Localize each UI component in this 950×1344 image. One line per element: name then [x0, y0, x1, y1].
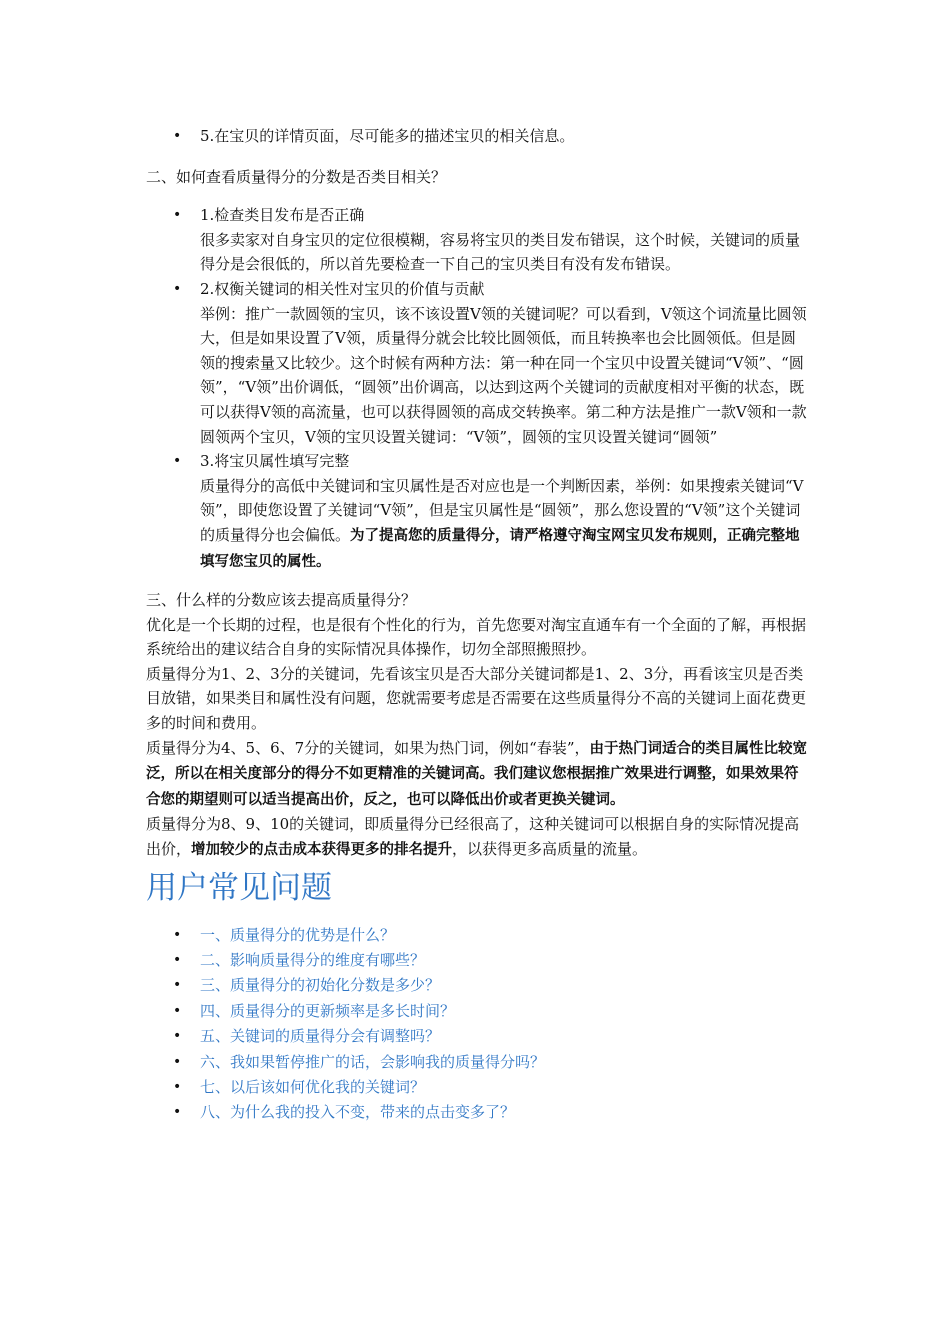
section3-paragraph-1: 优化是一个长期的过程，也是很有个性化的行为，首先您要对淘宝直通车有一个全面的了解，再根据系统给出的建议结合自身的实际情况具体操作，切勿全部照搬照抄。 — [146, 615, 807, 659]
faq-link[interactable]: • 五、关键词的质量得分会有调整吗？ — [146, 1024, 810, 1049]
faq-link[interactable]: • 一、质量得分的优势是什么？ — [146, 923, 810, 948]
item-text: 5.在宝贝的详情页面，尽可能多的描述宝贝的相关信息。 — [200, 127, 575, 145]
list-item — [146, 203, 810, 277]
section2-heading: 二、如何查看质量得分的分数是否类目相关？ — [146, 167, 447, 186]
item-body — [200, 474, 810, 574]
section3-paragraph-3 — [146, 736, 810, 813]
faq-link[interactable]: • 四、质量得分的更新频率是多长时间？ — [146, 999, 810, 1024]
paragraph-text-end: ，以获得更多高质量的流量。 — [452, 840, 648, 859]
section1-tail-list — [146, 124, 810, 149]
item-title: • 1.检查类目发布是否正确 — [200, 206, 365, 225]
document-page — [146, 124, 810, 1126]
list-item — [146, 124, 810, 149]
faq-link[interactable]: • 六、我如果暂停推广的话，会影响我的质量得分吗？ — [146, 1050, 810, 1075]
faq-link[interactable]: • 三、质量得分的初始化分数是多少？ — [146, 973, 810, 998]
paragraph-bold-text: 增加较少的点击成本获得更多的排名提升 — [191, 842, 453, 859]
item-body: 举例：推广一款圆领的宝贝，该不该设置V领的关键词呢？可以看到，V领这个词流量比圆领大，但是如果设置了V领，质量得分就会比较比圆领低，而且转换率也会比圆领低。但是圆领的搜索量又比较少。这个时候有两种方法：第一种在同一个宝贝中设置关键词“V领”、“圆领”，“V领”出价调低，“圆领”出价调高，以达到这两个关键词的贡献度相对平衡的状态，既可以获得V领的高流量，也可以获得圆领的高成交转换率。第二种方法是推广一款V领和一款圆领两个宝贝，V领的宝贝设置关键词：“V领”，圆领的宝贝设置关键词“圆领” — [200, 304, 807, 446]
list-item — [146, 277, 810, 449]
list-item — [146, 449, 810, 574]
item-title: • 3.将宝贝属性填写完整 — [200, 452, 350, 471]
faq-title: 用户常见问题 — [146, 869, 332, 906]
faq-link[interactable]: • 八、为什么我的投入不变，带来的点击变多了？ — [146, 1100, 810, 1125]
body-bold-text: 为了提高您的质量得分，请严格遵守淘宝网宝贝发布规则，正确完整地填写您宝贝的属性。 — [200, 527, 800, 570]
paragraph-text: 质量得分为4、5、6、7分的关键词，如果为热门词，例如“春装”， — [146, 738, 590, 757]
faq-link[interactable]: • 七、以后该如何优化我的关键词？ — [146, 1075, 810, 1100]
section3-paragraph-4 — [146, 812, 810, 862]
paragraph-text: 质量得分为8、9、10的关键词，即质量得分已经很高了，这种关键词可以根据自身的实际情况提高出价， — [146, 815, 800, 859]
faq-link[interactable]: • 二、影响质量得分的维度有哪些？ — [146, 948, 810, 973]
item-title: • 2.权衡关键词的相关性对宝贝的价值与贡献 — [200, 279, 485, 298]
body-text: 质量得分的高低中关键词和宝贝属性是否对应也是一个判断因素，举例：如果搜索关键词“V领”，即使您设置了关键词“V领”，但是宝贝属性是“圆领”，那么您设置的“V领”这个关键词的质量得分也会偏低。 — [200, 476, 804, 544]
item-body: 很多卖家对自身宝贝的定位很模糊，容易将宝贝的类目发布错误，这个时候，关键词的质量得分是会很低的，所以首先要检查一下自己的宝贝类目有没有发布错误。 — [200, 230, 801, 274]
section3-heading: 三、什么样的分数应该去提高质量得分？ — [146, 591, 417, 610]
paragraph-bold-text: 由于热门词适合的类目属性比较宽泛，所以在相关度部分的得分不如更精准的关键词高。我们建议您根据推广效果进行调整，如果效果符合您的期望则可以适当提高出价，反之，也可以降低出价或者更换关键词。 — [146, 740, 808, 808]
section2-list — [146, 203, 810, 574]
section3-paragraph-2: 质量得分为1、2、3分的关键词，先看该宝贝是否大部分关键词都是1、2、3分，再看该宝贝是否类目放错，如果类目和属性没有问题，您就需要考虑是否需要在这些质量得分不高的关键词上面花费更多的时间和费用。 — [146, 664, 807, 733]
faq-list — [146, 923, 810, 1126]
